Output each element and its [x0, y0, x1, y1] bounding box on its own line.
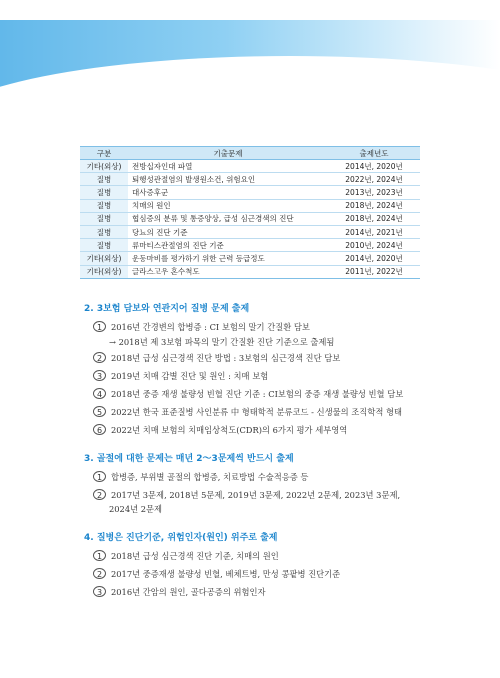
circled-number: 4: [93, 388, 106, 399]
cell-type: 기타(외상): [80, 252, 128, 265]
list-item: [93, 586, 266, 598]
cell-type: 질병: [80, 186, 128, 199]
cell-type: 질병: [80, 173, 128, 186]
cell-type: 기타(외상): [80, 265, 128, 278]
circled-number: 1: [93, 321, 106, 332]
list-item-text: 2016년 간암의 원인, 골다공증의 위험인자: [111, 587, 266, 597]
cell-type: 기타(외상): [80, 160, 128, 173]
circled-number: 2: [93, 568, 106, 579]
header-question: 기출문제: [128, 147, 328, 160]
cell-years: 2022년, 2024년: [328, 173, 420, 186]
list-item: [93, 388, 403, 400]
cell-question: 협심증의 분류 및 통증양상, 급성 심근경색의 진단: [128, 212, 328, 225]
section-heading: 4. 질병은 진단기준, 위험인자(원인) 위주로 출제: [84, 533, 278, 543]
cell-question: 대사증후군: [128, 186, 328, 199]
circled-number: 3: [93, 586, 106, 597]
cell-question: 퇴행성관절염의 발생원소건, 위험요인: [128, 173, 328, 186]
list-item: [93, 568, 340, 580]
cell-question: 류마티스관절염의 진단 기준: [128, 239, 328, 252]
table-row: [80, 212, 420, 225]
list-item-text: 2018년 급성 심근경색 진단 방법 : 3보험의 심근경색 진단 담보: [111, 353, 341, 363]
list-item: [93, 424, 347, 436]
cell-question: 전방십자인대 파열: [128, 160, 328, 173]
list-item-text: 2022년 한국 표준질병 사인분류 中 형태학적 분류코드 - 신생물의 조직학적 형태: [111, 407, 403, 417]
cell-type: 질병: [80, 212, 128, 225]
list-item-text: 2022년 치매 보험의 치매임상척도(CDR)의 6가지 평가 세부영역: [111, 425, 348, 435]
cell-years: 2010년, 2024년: [328, 239, 420, 252]
cell-type: 질병: [80, 199, 128, 212]
table-row: [80, 186, 420, 199]
list-item-continuation: 2024년 2문제: [109, 504, 163, 514]
circled-number: 3: [93, 370, 106, 381]
list-item: [93, 550, 279, 562]
section-heading: 3. 골절에 대한 문제는 매년 2～3문제씩 반드시 출제: [84, 454, 294, 464]
list-item-text: 2017년 3문제, 2018년 5문제, 2019년 3문제, 2022년 2문제, 2023년 3문제,: [111, 490, 401, 500]
cell-years: 2018년, 2024년: [328, 199, 420, 212]
section-heading: 2. 3보험 담보와 연관지어 질병 문제 출제: [84, 304, 250, 314]
list-item: [93, 471, 308, 483]
table-row: [80, 252, 420, 265]
table-row: [80, 265, 420, 278]
list-item: [93, 406, 402, 418]
list-item: [93, 370, 268, 382]
list-item-text: 2018년 중증 재생 불량성 빈혈 진단 기준 : CI보험의 중증 재생 불량성 빈혈 담보: [111, 389, 404, 399]
list-item-text: 합병증, 부위별 골절의 합병증, 치료방법 수술적응증 등: [111, 472, 309, 482]
circled-number: 6: [93, 424, 106, 435]
table-header-row: [80, 147, 420, 160]
list-item-continuation: → 2018년 제 3보험 파목의 말기 간질환 진단 기준으로 출제됨: [109, 337, 335, 347]
header-type: 구분: [80, 147, 128, 160]
circled-number: 1: [93, 550, 106, 561]
page-title: 출제경향분석: [78, 74, 206, 98]
table-row: [80, 160, 420, 173]
cell-question: 글라스고우 혼수척도: [128, 265, 328, 278]
list-item-text: 2018년 급성 심근경색 진단 기준, 치매의 원인: [111, 551, 279, 561]
list-item-text: 2016년 간경변의 합병증 : CI 보험의 말기 간질환 담보: [111, 322, 310, 332]
cell-question: 운동마비를 평가하기 위한 근력 등급정도: [128, 252, 328, 265]
list-item: [93, 489, 400, 501]
cell-years: 2011년, 2022년: [328, 265, 420, 278]
list-item: [93, 321, 310, 333]
circled-number: 2: [93, 352, 106, 363]
cell-type: 질병: [80, 225, 128, 238]
cell-question: 치매의 원인: [128, 199, 328, 212]
table-row: [80, 173, 420, 186]
cell-years: 2014년, 2020년: [328, 252, 420, 265]
table-row: [80, 239, 420, 252]
cell-years: 2018년, 2024년: [328, 212, 420, 225]
cell-question: 당뇨의 진단 기준: [128, 225, 328, 238]
circled-number: 5: [93, 406, 106, 417]
circled-number: 1: [93, 471, 106, 482]
cell-years: 2013년, 2023년: [328, 186, 420, 199]
list-item-text: 2019년 치매 감별 진단 및 원인 : 치매 보험: [111, 371, 269, 381]
cell-years: 2014년, 2021년: [328, 225, 420, 238]
list-item: [93, 352, 340, 364]
cell-years: 2014년, 2020년: [328, 160, 420, 173]
list-item-text: 2017년 중증재생 불량성 빈혈, 베체트병, 만성 콩팥병 진단기준: [111, 569, 341, 579]
cell-type: 질병: [80, 239, 128, 252]
exam-table: [80, 146, 420, 279]
table-row: [80, 225, 420, 238]
header-years: 출제년도: [328, 147, 420, 160]
table-row: [80, 199, 420, 212]
circled-number: 2: [93, 489, 106, 500]
title-banner: [0, 20, 500, 104]
